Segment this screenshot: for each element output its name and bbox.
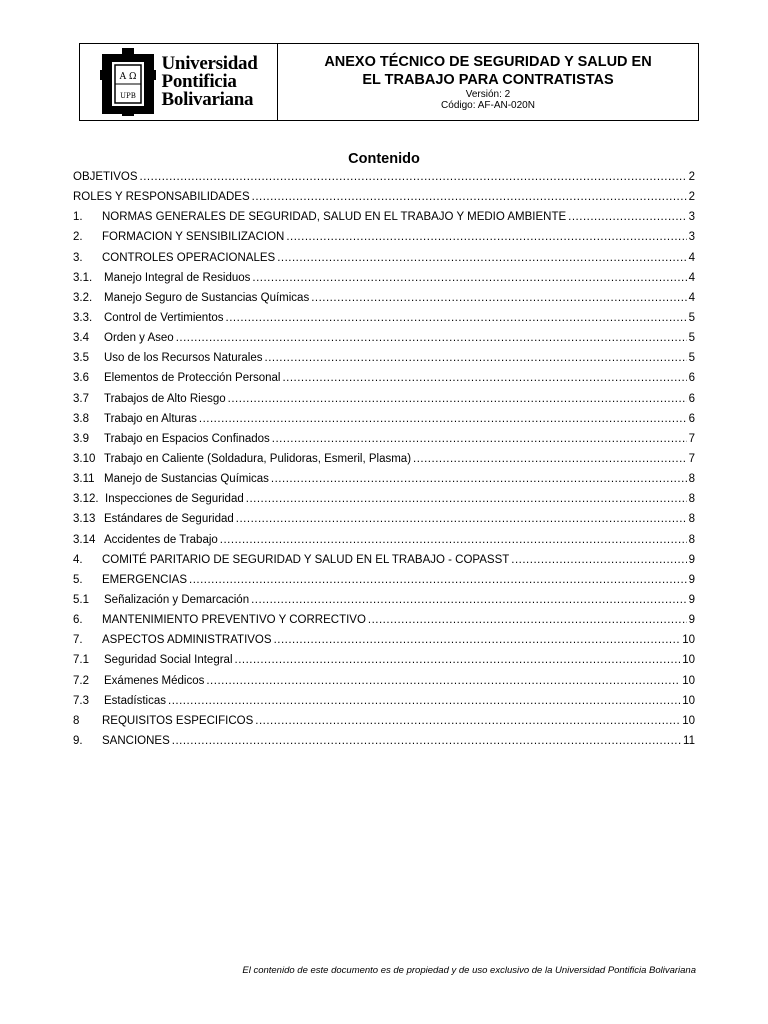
toc-entry-number: 1.: [73, 211, 83, 224]
toc-entry[interactable]: [73, 248, 695, 268]
toc-entry-number: 3.5: [73, 352, 89, 365]
toc-entry-page: 6: [688, 372, 695, 385]
toc-dot-leader: [271, 469, 687, 489]
toc-entry[interactable]: [73, 207, 695, 227]
toc-dot-leader: [255, 711, 680, 731]
toc-entry-number: 3.13: [73, 513, 96, 526]
toc-dot-leader: [199, 409, 687, 429]
svg-text:UPB: UPB: [119, 92, 136, 100]
toc-entry[interactable]: [73, 187, 695, 207]
toc-entry-label: Trabajo en Caliente (Soldadura, Pulidoras, Esmeril, Plasma): [104, 452, 412, 465]
toc-entry-number: 2.: [73, 231, 83, 244]
toc-entry-label: COMITÉ PARITARIO DE SEGURIDAD Y SALUD EN EL TRABAJO - COPASST: [102, 553, 510, 566]
toc-dot-leader: [274, 630, 681, 650]
toc-entry-page: 7: [688, 452, 695, 465]
toc-entry-label: SANCIONES: [102, 734, 170, 747]
toc-dot-leader: [246, 489, 687, 509]
toc-entry-number: 3.9: [73, 432, 89, 445]
university-seal-icon: [100, 48, 156, 116]
toc-entry-number: 3.7: [73, 392, 89, 405]
toc-entry-number: 6.: [73, 614, 83, 627]
toc-entry-label: Exámenes Médicos: [104, 674, 205, 687]
toc-entry-label: Señalización y Demarcación: [104, 593, 250, 606]
toc-entry[interactable]: [73, 570, 695, 590]
toc-dot-leader: [228, 389, 687, 409]
toc-entry-label: Estadísticas: [104, 694, 166, 707]
toc-entry[interactable]: [73, 227, 695, 247]
toc-dot-leader: [252, 187, 687, 207]
toc-entry-label: Inspecciones de Seguridad: [105, 493, 244, 506]
toc-entry-page: 11: [683, 734, 695, 747]
toc-entry-label: Estándares de Seguridad: [104, 513, 234, 526]
toc-entry-number: 4.: [73, 553, 83, 566]
logo-wordmark: Universidad Pontificia Bolivariana: [161, 53, 258, 110]
toc-entry-page: 4: [688, 251, 695, 264]
toc-entry-label: Trabajo en Espacios Confinados: [104, 432, 270, 445]
toc-entry-number: 3.: [73, 251, 83, 264]
toc-entry-page: 3: [688, 211, 695, 224]
toc-dot-leader: [235, 650, 681, 670]
toc-entry-page: 10: [682, 714, 695, 727]
toc-dot-leader: [172, 731, 681, 751]
toc-entry-number: 3.4: [73, 332, 89, 345]
toc-dot-leader: [252, 268, 686, 288]
contents-heading: Contenido: [348, 151, 420, 167]
toc-entry-page: 2: [688, 171, 695, 183]
toc-entry-number: 3.1.: [73, 271, 93, 284]
toc-dot-leader: [168, 691, 680, 711]
toc-entry[interactable]: [73, 268, 695, 288]
toc-entry-page: 6: [688, 392, 695, 405]
toc-entry-number: 3.10: [73, 452, 96, 465]
toc-entry-number: 5.1: [73, 593, 89, 606]
toc-entry-number: 3.14: [73, 533, 96, 546]
toc-entry-page: 6: [688, 412, 695, 425]
toc-dot-leader: [311, 288, 686, 308]
toc-entry-number: 8: [73, 714, 80, 727]
toc-entry-label: ASPECTOS ADMINISTRATIVOS: [102, 634, 272, 647]
toc-dot-leader: [568, 207, 686, 227]
toc-entry-label: Trabajo en Alturas: [104, 412, 197, 425]
toc-entry-page: 10: [682, 674, 695, 687]
toc-entry-page: 9: [688, 553, 695, 566]
toc-entry-number: 7.2: [73, 674, 89, 687]
toc-dot-leader: [176, 328, 687, 348]
toc-dot-leader: [413, 449, 687, 469]
toc-entry-page: 5: [688, 311, 695, 324]
toc-entry-page: 9: [688, 614, 695, 627]
toc-entry[interactable]: [73, 650, 695, 670]
toc-entry-number: 5.: [73, 573, 83, 586]
toc-entry-page: 4: [688, 291, 695, 304]
toc-entry[interactable]: [73, 348, 695, 368]
toc-entry-number: 7.: [73, 634, 83, 647]
toc-entry-label: Seguridad Social Integral: [104, 654, 233, 667]
toc-entry[interactable]: [73, 610, 695, 630]
toc-entry-page: 10: [682, 634, 695, 647]
toc-entry-page: 5: [688, 352, 695, 365]
toc-dot-leader: [286, 227, 686, 247]
toc-dot-leader: [220, 530, 687, 550]
toc-dot-leader: [189, 570, 687, 590]
toc-entry[interactable]: [73, 328, 695, 348]
toc-entry-label: Accidentes de Trabajo: [104, 533, 218, 546]
toc-entry-label: Trabajos de Alto Riesgo: [104, 392, 226, 405]
toc-dot-leader: [282, 368, 686, 388]
toc-entry-page: 7: [688, 432, 695, 445]
toc-dot-leader: [368, 610, 687, 630]
toc-entry-label: NORMAS GENERALES DE SEGURIDAD, SALUD EN EL TRABAJO Y MEDIO AMBIENTE: [102, 211, 567, 224]
toc-entry[interactable]: [73, 308, 695, 328]
toc-entry-page: 8: [688, 533, 695, 546]
document-code: Código: AF-AN-020N: [441, 100, 535, 111]
toc-entry-number: 7.3: [73, 694, 89, 707]
document-version: Versión: 2: [465, 89, 511, 100]
toc-entry-label: REQUISITOS ESPECIFICOS: [102, 714, 254, 727]
toc-entry[interactable]: [73, 590, 695, 610]
toc-entry[interactable]: [73, 530, 695, 550]
toc-entry-label: Control de Vertimientos: [104, 311, 224, 324]
toc-entry[interactable]: [73, 630, 695, 650]
toc-entry-label: Manejo Seguro de Sustancias Químicas: [104, 291, 310, 304]
toc-entry-page: 8: [688, 513, 695, 526]
toc-entry-page: 3: [688, 231, 695, 244]
toc-entry[interactable]: [73, 509, 695, 529]
toc-entry-label: MANTENIMIENTO PREVENTIVO Y CORRECTIVO: [102, 614, 366, 627]
toc-entry-label: Elementos de Protección Personal: [104, 372, 281, 385]
toc-dot-leader: [511, 550, 686, 570]
toc-entry[interactable]: [73, 550, 695, 570]
toc-dot-leader: [226, 308, 687, 328]
toc-entry-page: 8: [688, 473, 695, 486]
toc-entry-label: Orden y Aseo: [104, 332, 174, 345]
university-logo: [80, 44, 278, 120]
toc-entry[interactable]: [73, 711, 695, 731]
document-header: [79, 43, 699, 121]
toc-dot-leader: [277, 248, 686, 268]
toc-entry-label: Uso de los Recursos Naturales: [104, 352, 263, 365]
toc-entry-label: OBJETIVOS: [73, 171, 138, 183]
toc-entry-page: 10: [682, 694, 695, 707]
document-title-line-2: EL TRABAJO PARA CONTRATISTAS: [362, 72, 614, 88]
toc-entry-number: 3.3.: [73, 311, 93, 324]
toc-entry-page: 2: [688, 191, 695, 204]
toc-entry-number: 3.6: [73, 372, 89, 385]
toc-entry[interactable]: [73, 469, 695, 489]
toc-entry[interactable]: [73, 489, 695, 509]
toc-dot-leader: [206, 671, 680, 691]
header-title-block: [278, 44, 698, 120]
table-of-contents: [73, 167, 695, 751]
toc-dot-leader: [265, 348, 687, 368]
toc-entry-label: Manejo de Sustancias Químicas: [104, 473, 269, 486]
toc-entry-page: 5: [688, 332, 695, 345]
toc-entry[interactable]: [73, 449, 695, 469]
toc-dot-leader: [251, 590, 686, 610]
toc-entry-label: EMERGENCIAS: [102, 573, 187, 586]
toc-entry[interactable]: [73, 691, 695, 711]
toc-entry-label: Manejo Integral de Residuos: [104, 271, 251, 284]
toc-entry-page: 4: [688, 271, 695, 284]
toc-dot-leader: [272, 429, 687, 449]
toc-entry-number: 7.1: [73, 654, 89, 667]
toc-entry-page: 9: [688, 573, 695, 586]
toc-entry-page: 10: [682, 654, 695, 667]
toc-dot-leader: [236, 509, 687, 529]
toc-entry-number: 3.11: [73, 473, 95, 486]
toc-entry[interactable]: [73, 671, 695, 691]
toc-entry-page: 8: [688, 493, 695, 506]
toc-entry[interactable]: [73, 288, 695, 308]
toc-entry-number: 9.: [73, 734, 83, 747]
document-title-line-1: ANEXO TÉCNICO DE SEGURIDAD Y SALUD EN: [324, 54, 652, 70]
toc-entry-number: 3.12.: [73, 493, 99, 506]
toc-entry[interactable]: [73, 167, 695, 187]
toc-entry-label: ROLES Y RESPONSABILIDADES: [73, 191, 250, 204]
svg-text:A Ω: A Ω: [119, 72, 136, 82]
toc-entry[interactable]: [73, 731, 695, 751]
footer-note: El contenido de este documento es de propiedad y de uso exclusivo de la Universidad Pontificia Bolivariana: [242, 965, 696, 976]
toc-entry[interactable]: [73, 409, 695, 429]
toc-entry-label: FORMACION Y SENSIBILIZACION: [102, 231, 285, 244]
toc-entry-number: 3.8: [73, 412, 89, 425]
toc-entry-label: CONTROLES OPERACIONALES: [102, 251, 276, 264]
toc-entry-page: 9: [688, 593, 695, 606]
toc-entry[interactable]: [73, 389, 695, 409]
toc-entry-number: 3.2.: [73, 291, 93, 304]
toc-dot-leader: [140, 167, 687, 187]
toc-entry[interactable]: [73, 368, 695, 388]
toc-entry[interactable]: [73, 429, 695, 449]
